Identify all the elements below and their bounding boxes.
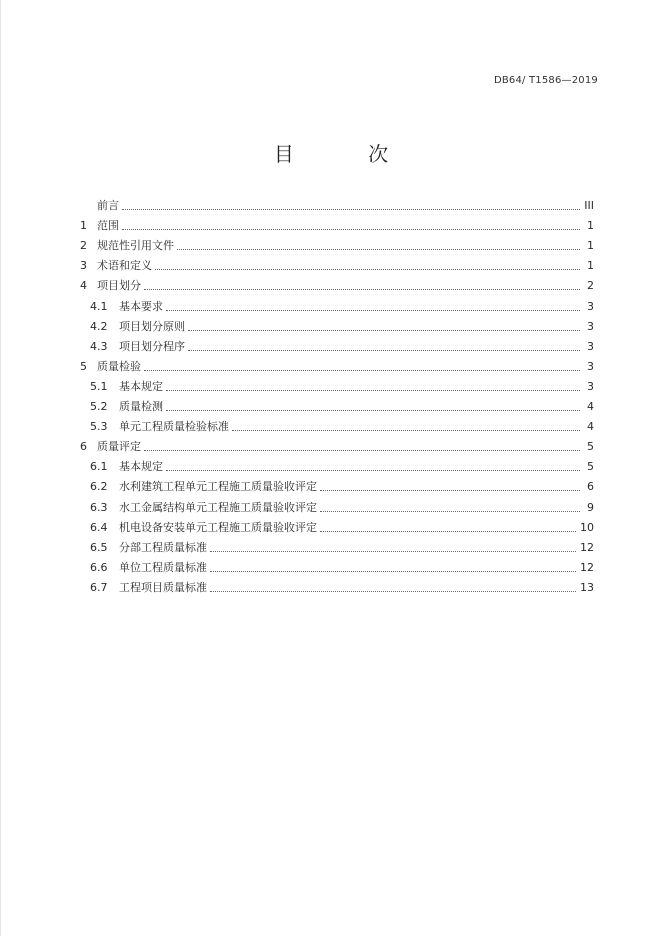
toc-entry-page: 12 <box>580 540 594 554</box>
toc-entry-page: 13 <box>580 580 594 594</box>
toc-entry[interactable] <box>80 454 594 474</box>
toc-entry-number: 3 <box>80 259 87 273</box>
dot-leader <box>188 330 580 331</box>
toc-entry-label: 项目划分 <box>97 279 141 293</box>
toc-entry-number: 1 <box>80 219 87 233</box>
toc-entry-page: 1 <box>587 219 594 233</box>
toc-entry-page: 2 <box>587 279 594 293</box>
toc-entry-label: 项目划分原则 <box>119 319 185 333</box>
toc-entry-label: 项目划分程序 <box>119 339 185 353</box>
dot-leader <box>232 430 580 431</box>
dot-leader <box>320 511 580 512</box>
toc-entry-number: 6.4 <box>90 520 108 534</box>
toc-entry-page: 9 <box>587 500 594 514</box>
toc-entry-label: 工程项目质量标准 <box>119 580 207 594</box>
dot-leader <box>155 269 580 270</box>
dot-leader <box>144 450 580 451</box>
toc-entry[interactable] <box>80 253 594 273</box>
table-of-contents <box>80 193 594 595</box>
dot-leader <box>188 350 580 351</box>
document-code: DB64/ T1586—2019 <box>493 75 598 86</box>
dot-leader <box>166 310 580 311</box>
toc-entry-label: 质量检验 <box>97 359 141 373</box>
dot-leader <box>144 289 580 290</box>
toc-entry[interactable] <box>80 314 594 334</box>
toc-entry-label: 前言 <box>97 199 119 213</box>
toc-entry[interactable] <box>80 474 594 494</box>
toc-entry-label: 质量检测 <box>119 400 163 414</box>
toc-entry-page: 3 <box>587 379 594 393</box>
toc-entry[interactable] <box>80 354 594 374</box>
toc-entry-number: 6.3 <box>90 500 108 514</box>
toc-entry-number: 2 <box>80 239 87 253</box>
toc-entry-label: 术语和定义 <box>97 259 152 273</box>
toc-entry[interactable] <box>80 494 594 514</box>
toc-entry-number: 6.6 <box>90 560 108 574</box>
toc-entry-page: 10 <box>580 520 594 534</box>
toc-entry[interactable] <box>80 374 594 394</box>
toc-entry-label: 基本要求 <box>119 299 163 313</box>
toc-entry-number: 5.2 <box>90 400 108 414</box>
toc-entry[interactable] <box>80 293 594 313</box>
toc-entry-number: 6.2 <box>90 480 108 494</box>
toc-entry-number: 6.7 <box>90 580 108 594</box>
toc-entry[interactable] <box>80 414 594 434</box>
toc-entry-label: 范围 <box>97 219 119 233</box>
toc-entry-label: 分部工程质量标准 <box>119 540 207 554</box>
toc-entry-number: 5.1 <box>90 379 108 393</box>
toc-entry-number: 4.1 <box>90 299 108 313</box>
toc-entry-page: 6 <box>587 480 594 494</box>
toc-entry-label: 单元工程质量检验标准 <box>119 420 229 434</box>
dot-leader <box>144 370 580 371</box>
toc-entry-number: 6.1 <box>90 460 108 474</box>
toc-entry-label: 基本规定 <box>119 460 163 474</box>
page-title: 目 次 <box>273 142 423 166</box>
toc-entry-number: 5.3 <box>90 420 108 434</box>
dot-leader <box>166 470 580 471</box>
toc-entry-label: 机电设备安装单元工程施工质量验收评定 <box>119 520 317 534</box>
toc-entry-page: 1 <box>587 239 594 253</box>
dot-leader <box>122 209 580 210</box>
toc-entry-label: 水工金属结构单元工程施工质量验收评定 <box>119 500 317 514</box>
toc-entry-page: 3 <box>587 319 594 333</box>
toc-entry-number: 4.3 <box>90 339 108 353</box>
dot-leader <box>320 490 580 491</box>
toc-entry[interactable] <box>80 515 594 535</box>
dot-leader <box>166 410 580 411</box>
dot-leader <box>210 591 576 592</box>
toc-entry-number: 4 <box>80 279 87 293</box>
toc-entry-label: 质量评定 <box>97 440 141 454</box>
toc-entry-page: 3 <box>587 339 594 353</box>
dot-leader <box>320 531 576 532</box>
toc-entry-page: 5 <box>587 440 594 454</box>
toc-entry-page: 4 <box>587 400 594 414</box>
toc-entry-label: 水利建筑工程单元工程施工质量验收评定 <box>119 480 317 494</box>
toc-entry[interactable] <box>80 334 594 354</box>
toc-entry-number: 6.5 <box>90 540 108 554</box>
toc-entry-page: 3 <box>587 299 594 313</box>
toc-entry-number: 5 <box>80 359 87 373</box>
dot-leader <box>210 551 576 552</box>
toc-entry-label: 单位工程质量标准 <box>119 560 207 574</box>
toc-entry-number: 4.2 <box>90 319 108 333</box>
toc-entry-page: 1 <box>587 259 594 273</box>
toc-entry[interactable] <box>80 555 594 575</box>
toc-entry[interactable] <box>80 213 594 233</box>
toc-entry-page: 12 <box>580 560 594 574</box>
toc-entry[interactable] <box>80 535 594 555</box>
toc-entry-page: 4 <box>587 420 594 434</box>
toc-entry-label: 基本规定 <box>119 379 163 393</box>
dot-leader <box>210 571 576 572</box>
dot-leader <box>122 229 580 230</box>
toc-entry[interactable] <box>80 233 594 253</box>
toc-entry[interactable] <box>80 193 594 213</box>
toc-entry[interactable] <box>80 273 594 293</box>
toc-entry[interactable] <box>80 434 594 454</box>
toc-entry-page: 5 <box>587 460 594 474</box>
toc-entry-page: 3 <box>587 359 594 373</box>
toc-entry-page: III <box>584 199 594 213</box>
dot-leader <box>177 249 580 250</box>
toc-entry[interactable] <box>80 394 594 414</box>
toc-entry-number: 6 <box>80 440 87 454</box>
dot-leader <box>166 390 580 391</box>
toc-entry[interactable] <box>80 575 594 595</box>
toc-entry-label: 规范性引用文件 <box>97 239 174 253</box>
